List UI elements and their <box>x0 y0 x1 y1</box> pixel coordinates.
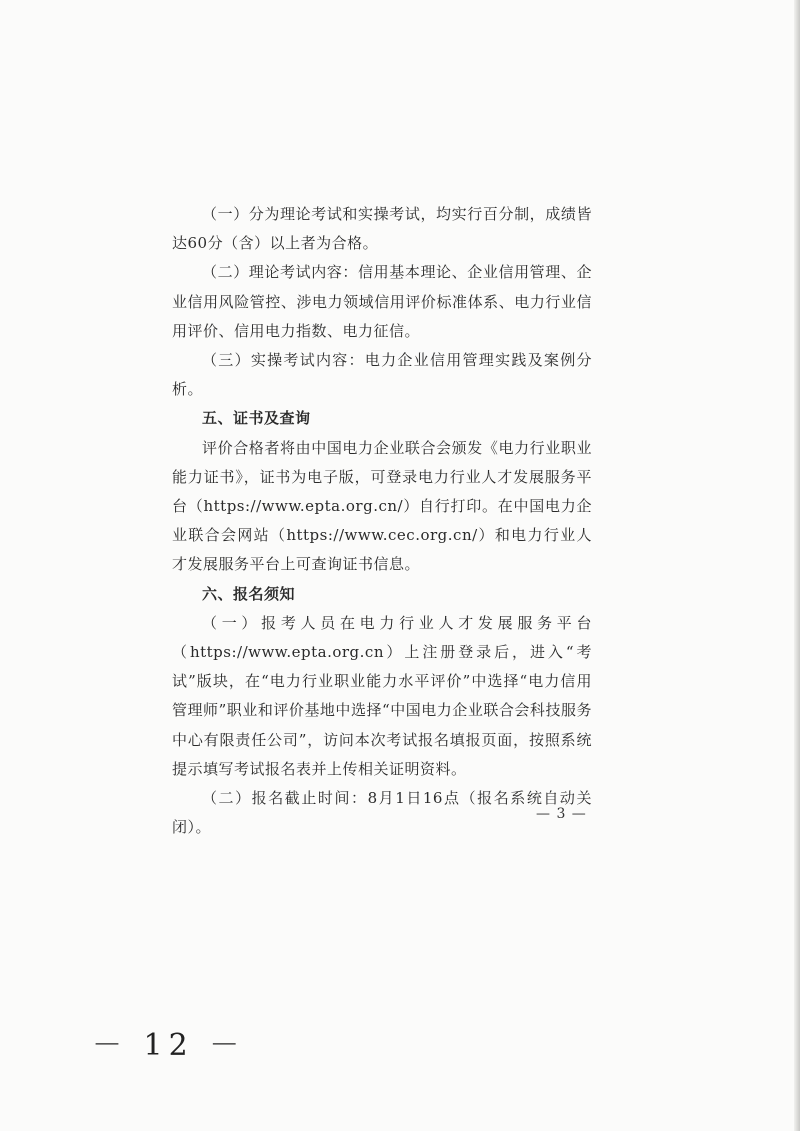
paragraph-registration-steps: （一）报考人员在电力行业人才发展服务平台（https://www.epta.org.cn）上注册登录后，进入“考试”版块，在“电力行业职业能力水平评价”中选择“电力信用管理师”职业和评价基地中选择“中国电力企业联合会科技服务中心有限责任公司”，访问本次考试报名填报页面，按照系统提示填写考试报名表并上传相关证明资料。 <box>172 613 592 778</box>
scan-edge-shadow <box>794 0 800 1131</box>
document-body <box>172 200 592 842</box>
paragraph-registration-deadline: （二）报名截止时间：8月1日16点（报名系统自动关闭）。 <box>172 789 592 837</box>
outer-page-number: － 12 － <box>92 1028 246 1063</box>
inner-page-number: — 3 — <box>536 806 587 822</box>
heading-registration: 六、报名须知 <box>202 584 296 603</box>
paragraph-certificate-info: 评价合格者将由中国电力企业联合会颁发《电力行业职业能力证书》，证书为电子版，可登录电力行业人才发展服务平台（https://www.epta.org.cn/）自行打印。在中国电力企业联合会网站（https://www.cec.org.cn/）和电力行业人才发展服务平台上可查询证书信息。 <box>172 438 592 574</box>
heading-certificate: 五、证书及查询 <box>202 409 311 428</box>
paragraph-exam-format: （一）分为理论考试和实操考试，均实行百分制，成绩皆达60分（含）以上者为合格。 <box>172 205 592 253</box>
paragraph-practical-content: （三）实操考试内容：电力企业信用管理实践及案例分析。 <box>172 351 592 399</box>
paragraph-theory-content: （二）理论考试内容：信用基本理论、企业信用管理、企业信用风险管控、涉电力领域信用评价标准体系、电力行业信用评价、信用电力指数、电力征信。 <box>172 263 592 340</box>
